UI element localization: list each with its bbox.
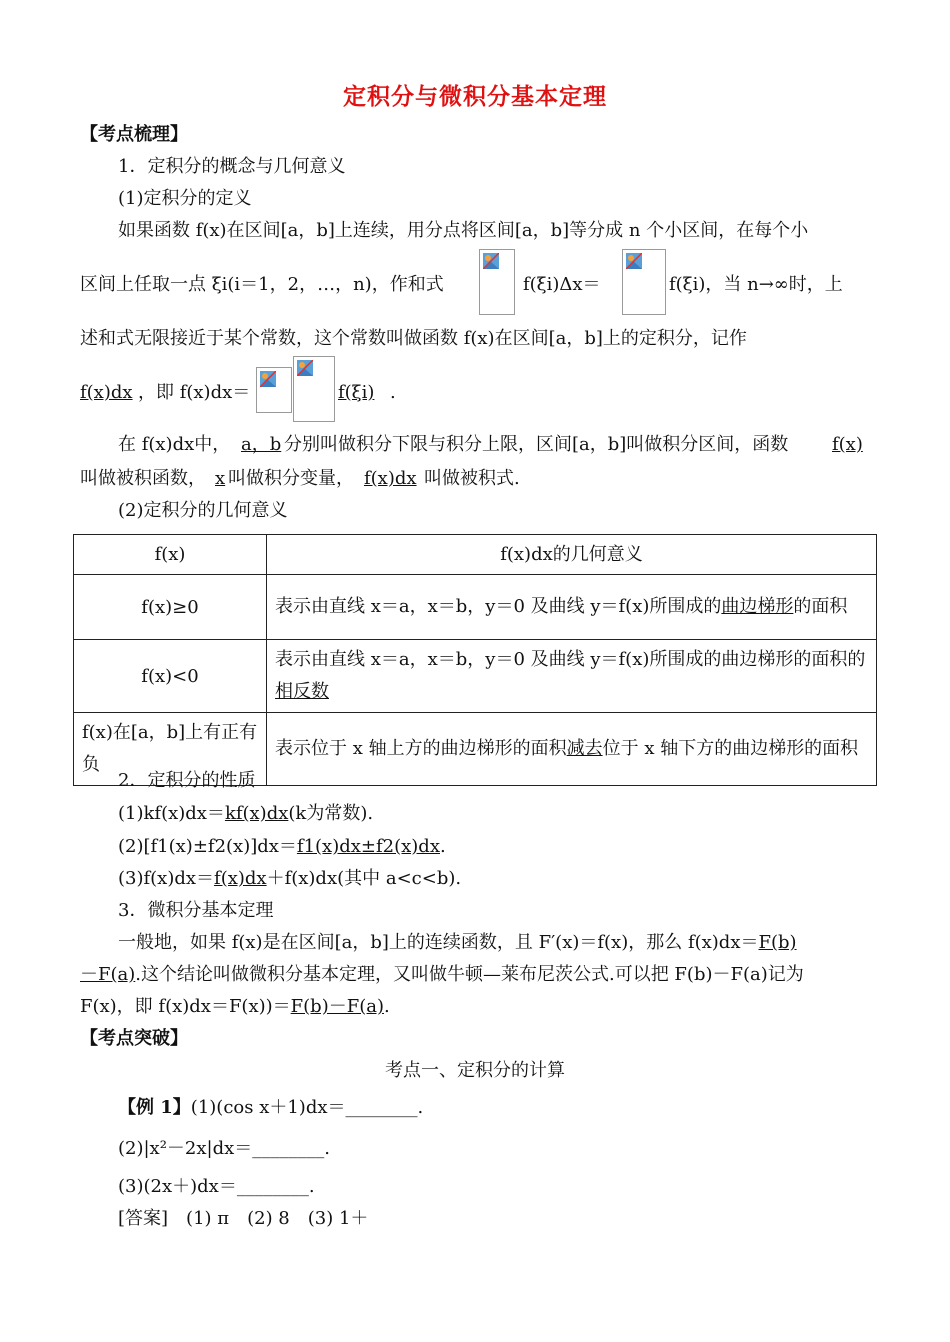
table-underlined-text: 曲边梯形: [721, 596, 794, 617]
theorem-underlined: F(b): [758, 932, 797, 953]
definition-line-1: 如果函数 f(x)在区间[a，b]上连续，用分点将区间[a，b]等分成 n 个小区间，在每个小: [118, 220, 809, 241]
definition-sum-term: f(ξi): [338, 382, 375, 403]
property-text: ＋f(x)dx(其中 a<c<b).: [266, 868, 462, 889]
table-row: [74, 640, 877, 713]
page-title: 定积分与微积分基本定理: [343, 84, 607, 110]
property-text: .: [439, 836, 446, 857]
answer-blank: ________: [252, 1138, 325, 1159]
question-text: (1)(cos x＋1)dx＝: [190, 1097, 346, 1118]
table-header-row: [74, 535, 877, 575]
property-text: (k为常数).: [288, 803, 374, 824]
example-label: 【例 1】: [118, 1097, 191, 1118]
table-header-cell: f(x): [74, 535, 267, 575]
answer-line: [答案] (1) π (2) 8 (3) 1＋: [118, 1208, 369, 1229]
definition-line-2-part-b: f(ξi)Δx＝: [523, 274, 601, 295]
broken-image-icon: [626, 253, 642, 269]
question-text: (3)(2x＋)dx＝: [118, 1176, 237, 1197]
subitem-definition-heading: (1)定积分的定义: [118, 188, 252, 209]
property-text: (2)[f1(x)±f2(x)]dx＝: [118, 836, 297, 857]
property-3: [118, 868, 461, 890]
answer-blank: ________: [345, 1097, 418, 1118]
limits-line-2-part-b: 叫做积分变量，: [228, 468, 354, 489]
example-1-question-2: [118, 1138, 330, 1160]
theorem-text: .: [383, 996, 390, 1017]
definition-integral-notation: f(x)dx: [80, 382, 133, 403]
property-1: [118, 803, 373, 825]
formula-image-placeholder: [293, 356, 335, 422]
theorem-underlined: －F(a): [80, 964, 136, 985]
section-header-review: 【考点梳理】: [80, 124, 188, 145]
table-cell-meaning: [267, 713, 877, 786]
table-text: 的面积: [793, 596, 848, 617]
formula-image-placeholder: [256, 367, 292, 413]
table-cell-condition: f(x)<0: [74, 640, 267, 713]
theorem-text: .这个结论叫做微积分基本定理，又叫做牛顿—莱布尼茨公式.可以把 F(b)－F(a)记为: [135, 964, 804, 985]
table-underlined-text: 相反数: [275, 681, 329, 702]
limits-underlined-ab: a，b: [241, 434, 282, 455]
topic-heading: 考点一、定积分的计算: [385, 1060, 565, 1081]
theorem-line-2: [80, 964, 804, 986]
limits-underlined-variable: x: [215, 468, 226, 489]
section-header-breakthrough: 【考点突破】: [80, 1028, 188, 1049]
property-text: (3)f(x)dx＝: [118, 868, 215, 889]
property-underlined: kf(x)dx: [224, 803, 289, 824]
table-text: 表示位于 x 轴上方的曲边梯形的面积: [275, 738, 567, 759]
answer-blank: ________: [236, 1176, 309, 1197]
definition-line-4-end: .: [390, 382, 396, 403]
broken-image-icon: [260, 371, 276, 387]
table-cell-condition: f(x)≥0: [74, 575, 267, 640]
theorem-underlined: F(b)－F(a): [290, 996, 384, 1017]
definition-line-3: 述和式无限接近于某个常数，这个常数叫做函数 f(x)在区间[a，b]上的定积分，记作: [80, 328, 747, 349]
theorem-text: F(x)，即 f(x)dx＝F(x))＝: [80, 996, 291, 1017]
example-1-question-1: [118, 1097, 423, 1119]
table-row: [74, 575, 877, 640]
subitem-geometric-heading: (2)定积分的几何意义: [118, 500, 288, 521]
limits-line-1-part-b: 分别叫做积分下限与积分上限，区间[a，b]叫做积分区间，函数: [284, 434, 789, 455]
formula-image-placeholder: [479, 249, 515, 315]
definition-line-4-part-a: ，即 f(x)dx＝: [138, 382, 251, 403]
limits-line-1-part-a: 在 f(x)dx中，: [118, 434, 231, 455]
item-1-heading: 1．定积分的概念与几何意义: [118, 156, 346, 177]
definition-line-2-part-c: f(ξi)，当 n→∞时，上: [669, 274, 843, 295]
example-1-question-3: [118, 1176, 315, 1198]
limits-underlined-expression: f(x)dx: [364, 468, 417, 489]
table-underlined-text: 减去: [566, 738, 603, 759]
limits-underlined-integrand: f(x): [832, 434, 863, 455]
broken-image-icon: [297, 360, 313, 376]
table-cell-meaning: [267, 575, 877, 640]
table-cell-condition: f(x)在[a，b]上有正有负: [74, 713, 267, 786]
table-text: 表示由直线 x＝a，x＝b，y＝0 及曲线 y＝f(x)所围成的曲边梯形的面积的: [275, 649, 866, 670]
table-header-cell: f(x)dx的几何意义: [267, 535, 877, 575]
broken-image-icon: [483, 253, 499, 269]
geometric-meaning-table: [73, 534, 877, 786]
item-3-heading: 3．微积分基本定理: [118, 900, 274, 921]
question-end: .: [324, 1138, 331, 1159]
theorem-text: 一般地，如果 f(x)是在区间[a，b]上的连续函数，且 F′(x)＝f(x)，那么 f(x)dx＝: [118, 932, 759, 953]
limits-line-2-part-c: 叫做被积式.: [424, 468, 520, 489]
item-2-heading: 2．定积分的性质: [118, 770, 256, 791]
theorem-line-3: [80, 996, 390, 1018]
question-text: (2)|x²－2x|dx＝: [118, 1138, 253, 1159]
property-2: [118, 836, 446, 858]
property-text: (1)kf(x)dx＝: [118, 803, 225, 824]
theorem-line-1: [118, 932, 797, 954]
table-cell-meaning: [267, 640, 877, 713]
limits-line-2-part-a: 叫做被积函数，: [80, 468, 206, 489]
question-end: .: [308, 1176, 315, 1197]
question-end: .: [417, 1097, 424, 1118]
formula-image-placeholder: [622, 249, 666, 315]
property-underlined: f1(x)dx±f2(x)dx: [296, 836, 440, 857]
definition-line-2-part-a: 区间上任取一点 ξi(i＝1，2，…，n)，作和式: [80, 274, 444, 295]
property-underlined: f(x)dx: [214, 868, 267, 889]
table-text: 表示由直线 x＝a，x＝b，y＝0 及曲线 y＝f(x)所围成的: [275, 596, 722, 617]
table-text: 位于 x 轴下方的曲边梯形的面积: [602, 738, 859, 759]
